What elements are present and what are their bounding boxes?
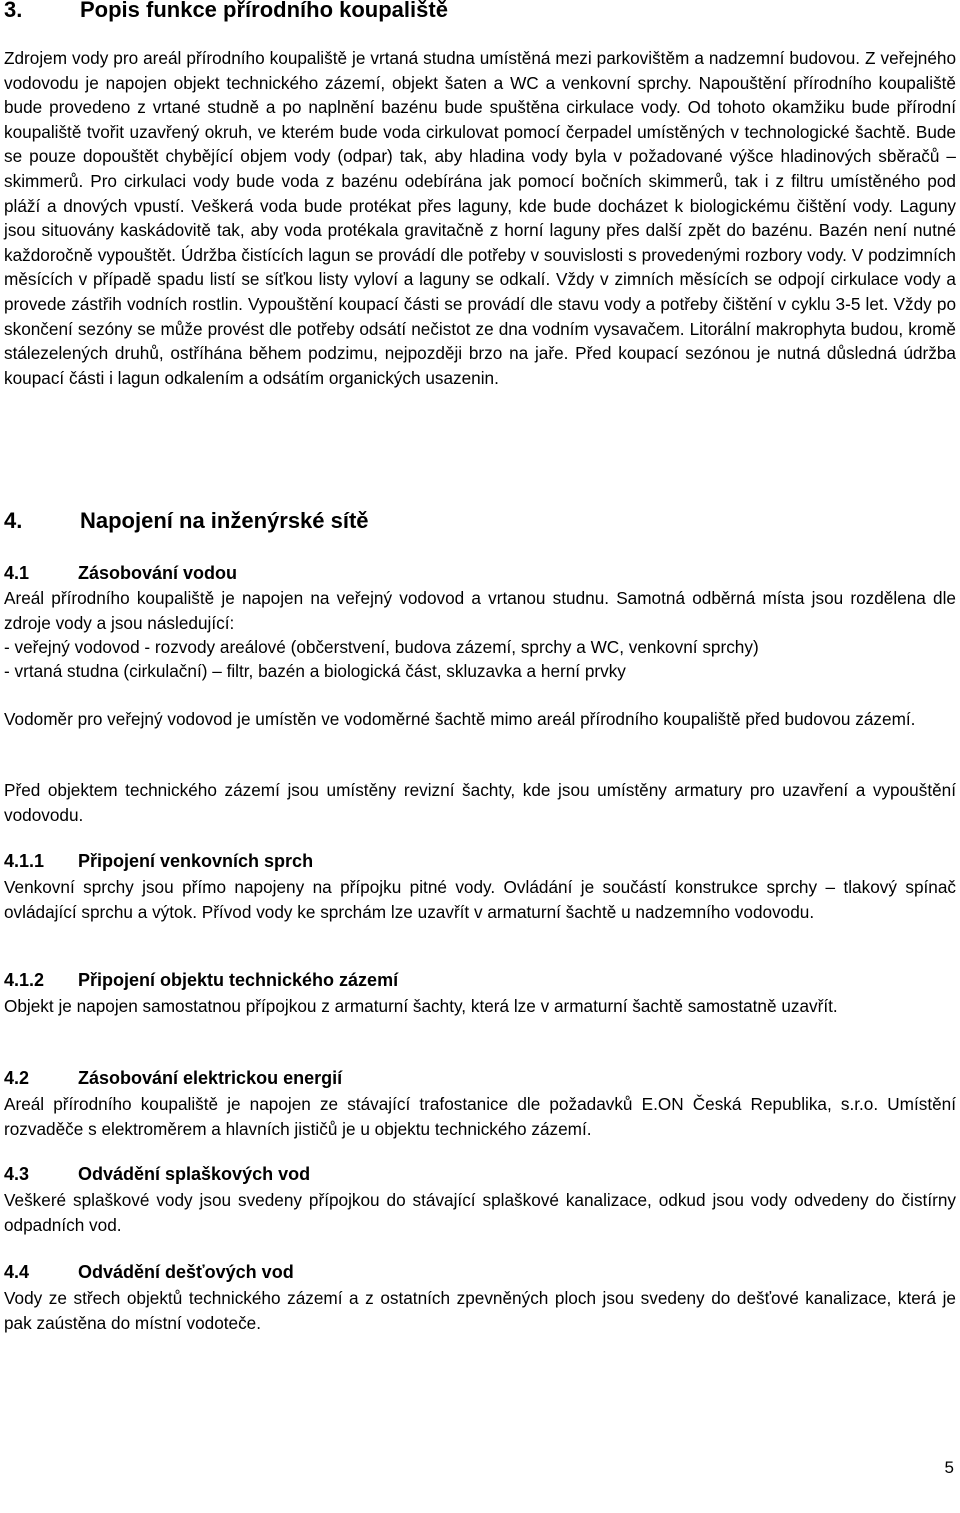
section-number: 4.1.1 <box>4 851 45 871</box>
section-title: Připojení venkovních sprch <box>78 851 314 871</box>
section-number: 3. <box>4 0 23 22</box>
water-source-item-2: - vrtaná studna (cirkulační) – filtr, bazén a biologická část, skluzavka a herní prvky <box>4 661 626 681</box>
section-4-4-heading <box>4 1262 294 1283</box>
section-4-1-paragraph-2: Vodoměr pro veřejný vodovod je umístěn ve vodoměrné šachtě mimo areál přírodního koupaliště před budovou zázemí. <box>4 709 916 729</box>
section-4-1-1-heading <box>4 851 313 872</box>
section-3-heading <box>4 0 448 23</box>
page-number: 5 <box>944 1458 954 1477</box>
section-4-2-paragraph: Areál přírodního koupaliště je napojen ze stávající trafostanice dle požadavků E.ON Česká Republika, s.r.o. Umístění rozvaděče s elektroměrem a hlavních jističů je u objektu technického zázemí. <box>4 1094 956 1139</box>
section-3-paragraph: Zdrojem vody pro areál přírodního koupaliště je vrtaná studna umístěná mezi parkovištěm a nadzemní budovou. Z veřejného vodovodu je napojen objekt technického zázemí, objekt šaten a WC a venkovní sprchy. Napouštění přírodního koupaliště bude provedeno z vrtané studně a po naplnění bazénu bude spuštěna cirkulace vody. Od tohoto okamžiku bude přírodní koupaliště tvořit uzavřený okruh, ve kterém bude voda cirkulovat pomocí čerpadel umístěných v technologické šachtě. Bude se pouze dopouštět chybějící objem vody (odpar) tak, aby hladina vody byla v požadované výšce hladinových sběračů – skimmerů. Pro cirkulaci vody bude voda z bazénu odebírána jak pomocí bočních skimmerů, tak i z filtru umístěného pod pláží a dnových vpustí. Veškerá voda bude protékat přes laguny, kde bude docházet k biologickému čištění vody. Laguny jsou situovány kaskádovitě tak, aby voda protékala gravitačně z horní laguny přes další zpět do bazénu. Bazén není nutné každoročně vypouštět. Údržba čistících lagun se provádí dle potřeby v souvislosti s provedenými rozbory vody. V podzimních měsících v případě spadu listí se síťkou listy vyloví a laguny se odkalí. Vždy v zimních měsících se odpojí cirkulace vody a provede zástřih vodních rostlin. Vypouštění koupací části se provádí dle stavu vody a potřeby čištění v cyklu 3-5 let. Vždy po skončení sezóny se může provést dle potřeby odsátí nečistot ze dna vodním vysavačem. Litorální makrophyta budou, kromě stálezelených druhů, ostříhána během podzimu, nejpozději brzo na jaře. Před koupací sezónou je nutná důsledná údržba koupací části i lagun odkalením a odsátím organických usazenin. <box>4 48 956 388</box>
section-title: Napojení na inženýrské sítě <box>80 508 369 533</box>
section-4-1-paragraph-3: Před objektem technického zázemí jsou umístěny revizní šachty, kde jsou umístěny armatury pro uzavření a vypouštění vodovodu. <box>4 780 956 825</box>
section-number: 4.3 <box>4 1164 30 1184</box>
section-title: Zásobování elektrickou energií <box>78 1068 343 1088</box>
section-4-heading <box>4 508 369 534</box>
section-title: Připojení objektu technického zázemí <box>78 970 399 990</box>
section-title: Odvádění dešťových vod <box>78 1262 294 1282</box>
section-4-1-2-paragraph: Objekt je napojen samostatnou přípojkou z armaturní šachty, která lze v armaturní šachtě samostatně uzavřít. <box>4 996 838 1016</box>
section-number: 4.4 <box>4 1262 30 1282</box>
section-4-3-heading <box>4 1164 310 1185</box>
section-4-1-2-heading <box>4 970 398 991</box>
section-title: Odvádění splaškových vod <box>78 1164 311 1184</box>
section-number: 4. <box>4 508 23 533</box>
section-4-3-paragraph: Veškeré splaškové vody jsou svedeny přípojkou do stávající splaškové kanalizace, odkud jsou vody odvedeny do čistírny odpadních vod. <box>4 1190 956 1235</box>
section-4-1-paragraph-1: Areál přírodního koupaliště je napojen na veřejný vodovod a vrtanou studnu. Samotná odběrná místa jsou rozdělena dle zdroje vody a jsou následující: <box>4 588 956 633</box>
section-title: Zásobování vodou <box>78 563 238 583</box>
section-number: 4.2 <box>4 1068 30 1088</box>
section-title: Popis funkce přírodního koupaliště <box>80 0 448 22</box>
section-number: 4.1 <box>4 563 30 583</box>
section-4-1-1-paragraph: Venkovní sprchy jsou přímo napojeny na přípojku pitné vody. Ovládání je součástí konstrukce sprchy – tlakový spínač ovládající sprchu a výtok. Přívod vody ke sprchám lze uzavřít v armaturní šachtě u nadzemního vodovodu. <box>4 877 956 922</box>
section-4-4-paragraph: Vody ze střech objektů technického zázemí a z ostatních zpevněných ploch jsou svedeny do dešťové kanalizace, která je pak zaústěna do místní vodoteče. <box>4 1288 956 1333</box>
section-4-1-heading <box>4 563 237 584</box>
section-number: 4.1.2 <box>4 970 45 990</box>
water-source-item-1: - veřejný vodovod - rozvody areálové (občerstvení, budova zázemí, sprchy a WC, venkovní sprchy) <box>4 637 759 657</box>
section-4-2-heading <box>4 1068 342 1089</box>
